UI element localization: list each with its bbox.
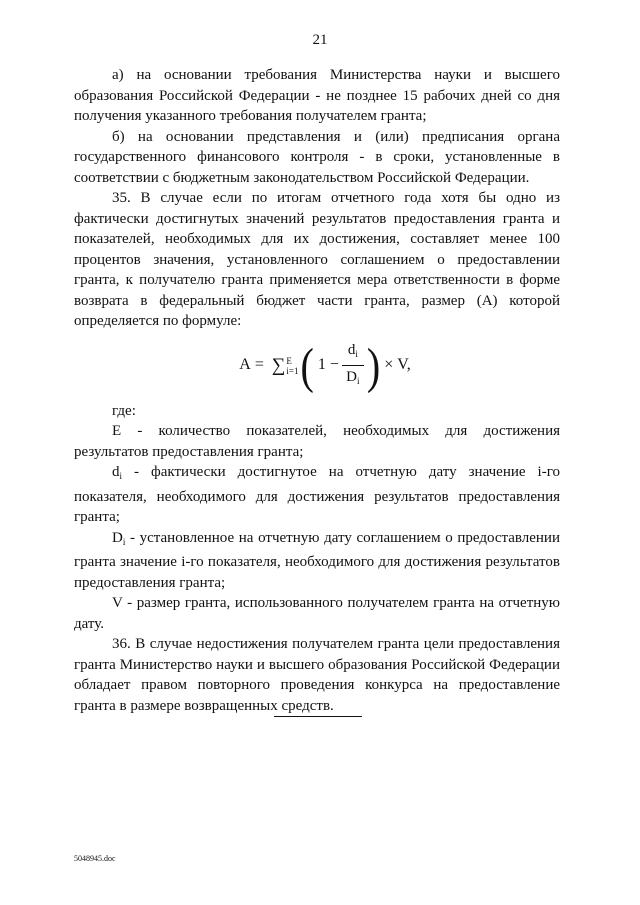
- formula-fraction: [342, 341, 364, 390]
- formula-one: 1: [317, 356, 326, 374]
- closing-rule: [274, 716, 362, 717]
- paragraph-36: 36. В случае недостижения получателем гранта цели предоставления гранта Министерство науки и высшего образования Российской Федерации обладает правом повторного проведения конкурса на предоставление гранта в размере возвращенных средств.: [74, 636, 560, 714]
- definition-d: [74, 462, 560, 528]
- page-number: 21: [312, 32, 328, 48]
- paragraph-35: 35. В случае если по итогам отчетного года хотя бы одно из фактически достигнутых значений результатов предоставления гранта и показателей, необходимых для их достижения, составляет менее 100 процентов значения, установленного соглашением о предоставлении гранта, к получателю гранта применяется мера ответственности в форме возврата в федеральный бюджет части гранта, размер (А) которой определяется по формуле:: [74, 190, 560, 329]
- definition-d-text: - фактически достигнутое на отчетную дату значение i-го показателя, необходимого для достижения результатов предоставления гранта;: [74, 464, 560, 525]
- formula-sum-lower: i=1: [286, 365, 299, 376]
- formula-denominator-symbol: D: [346, 369, 358, 385]
- formula: [90, 335, 560, 397]
- definition-D-symbol: D: [112, 529, 123, 546]
- formula-v: V,: [397, 356, 411, 374]
- definition-D-subscript: i: [122, 536, 126, 547]
- formula-numerator-sub: i: [355, 349, 358, 359]
- definition-d-subscript: i: [119, 471, 123, 481]
- formula-sum-limits: [286, 356, 298, 376]
- formula-right-paren: ): [366, 336, 381, 393]
- where-label: где:: [112, 402, 136, 419]
- formula-denominator: [346, 366, 359, 390]
- formula-times: ×: [384, 356, 394, 374]
- formula-numerator-symbol: d: [347, 342, 356, 358]
- paragraph-b: б) на основании представления и (или) предписания органа государственного финансового контроля - в сроки, установленные в соответствии с бюджетным законодательством Российской Федерации.: [74, 128, 560, 186]
- formula-denominator-sub: i: [357, 376, 360, 386]
- formula-sum-upper: E: [286, 355, 292, 366]
- formula-lhs: A: [239, 356, 251, 374]
- formula-equals: =: [254, 356, 264, 374]
- formula-minus: −: [329, 356, 339, 374]
- formula-sum-sign: ∑: [271, 355, 286, 376]
- formula-left-paren: (: [300, 336, 314, 393]
- definition-e: Е - количество показателей, необходимых для достижения результатов предоставления гранта;: [74, 423, 560, 460]
- definition-D-text: - установленное на отчетную дату соглашением о предоставлении гранта значение i-го показателя, необходимого для достижения результатов предоставления гранта;: [74, 529, 560, 591]
- document-body: [74, 65, 560, 716]
- definition-d-symbol: d: [112, 464, 120, 480]
- definition-D: [74, 528, 560, 594]
- formula-numerator: [342, 341, 364, 366]
- definition-v: V - размер гранта, использованного получателем гранта на отчетную дату.: [74, 595, 560, 632]
- document-id: 5048945.doc: [74, 854, 116, 863]
- paragraph-a: а) на основании требования Министерства науки и высшего образования Российской Федерации - не позднее 15 рабочих дней со дня получения указанного требования получателем гранта;: [74, 67, 560, 124]
